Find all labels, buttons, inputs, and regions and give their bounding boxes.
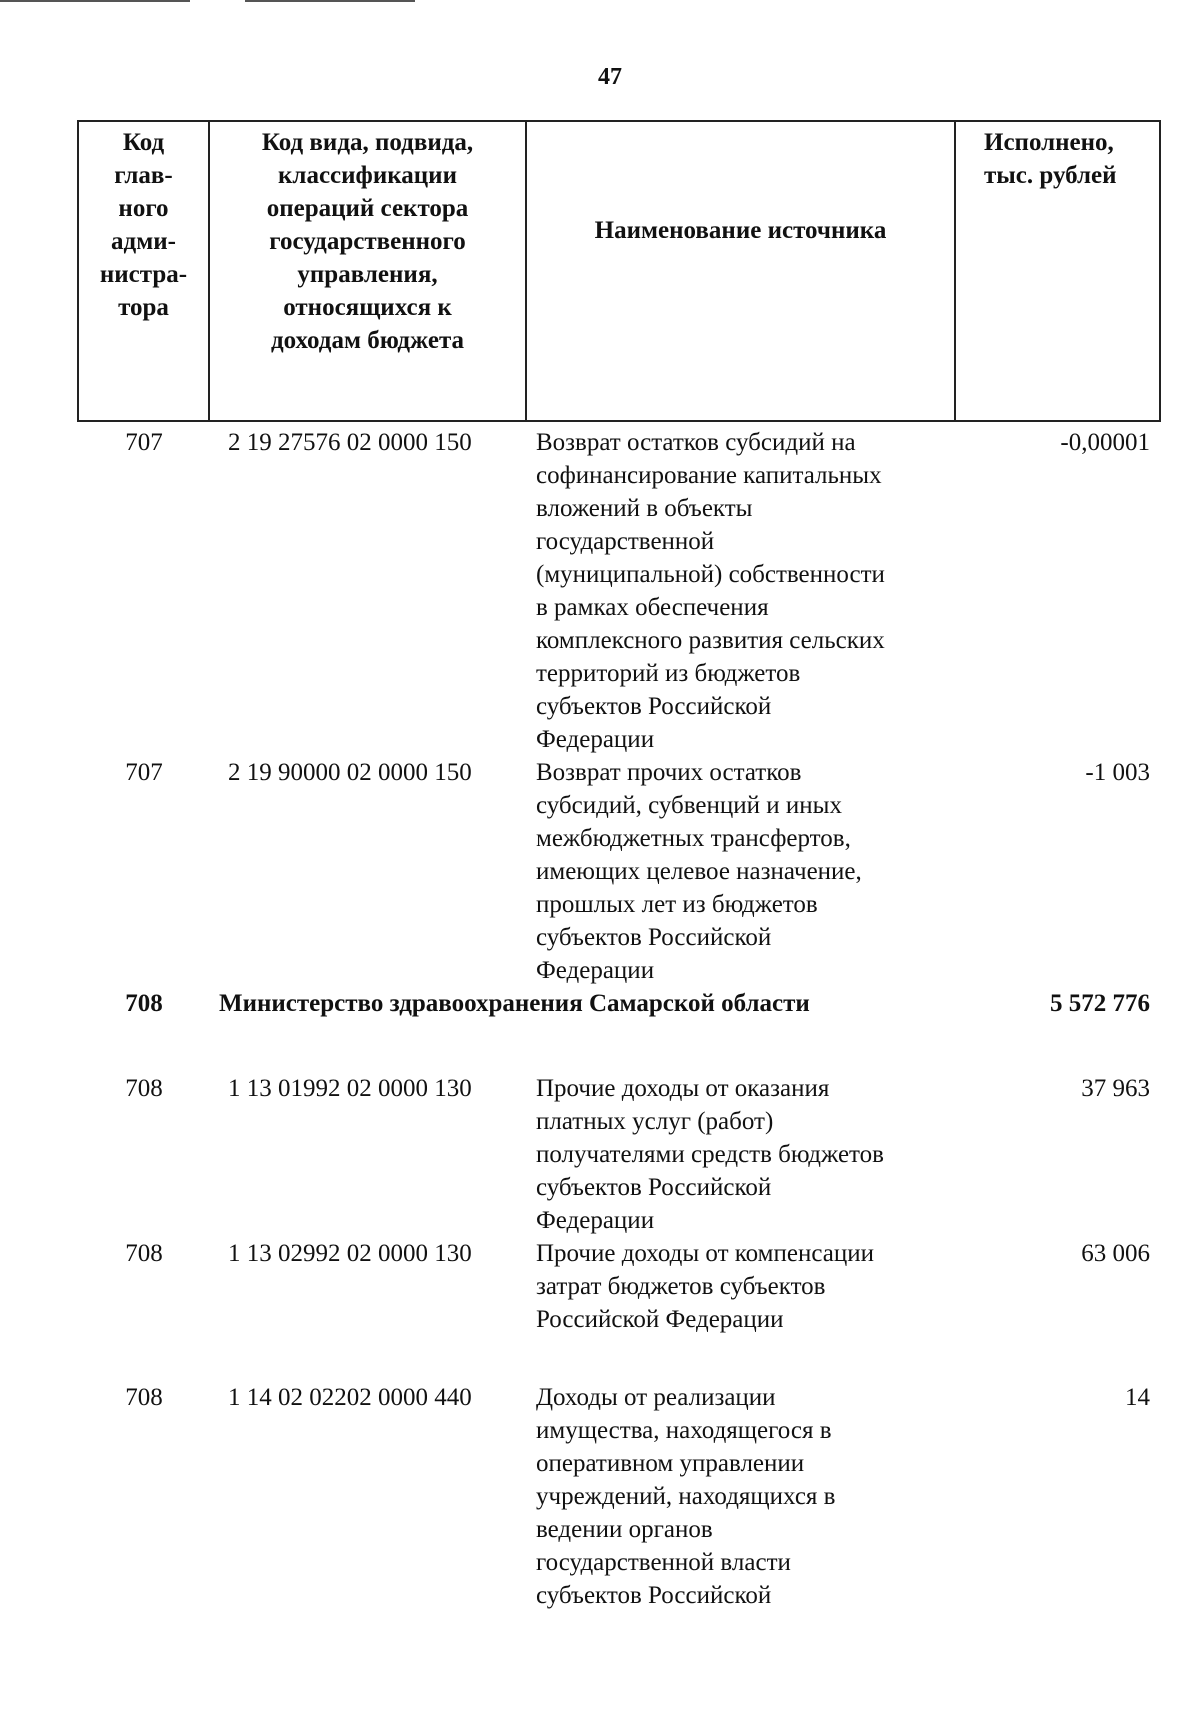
executed-value-cell: 14 [1125,1384,1150,1411]
classification-code-cell: 2 19 27576 02 0000 150 [228,429,472,456]
header-executed [955,121,1160,421]
header-line: тора [118,294,169,321]
source-name-line: Федерации [536,726,655,753]
source-name-line: имеющих целевое назначение, [536,858,862,885]
source-name-line: получателями средств бюджетов [536,1141,884,1168]
admin-code-cell: 708 [125,1075,163,1102]
executed-value-cell: 63 006 [1081,1240,1150,1267]
source-name-line: вложений в объекты [536,495,753,522]
header-line: относящихся к [283,294,452,321]
scan-top-edge-segment [245,0,415,2]
classification-code-cell: 2 19 90000 02 0000 150 [228,759,472,786]
source-name-line: межбюджетных трансфертов, [536,825,851,852]
source-name-line: субсидий, субвенций и иных [536,792,842,819]
header-line: классификации [278,162,457,189]
source-name-line: государственной [536,528,715,555]
source-name-line: государственной власти [536,1549,791,1576]
page-number: 47 [598,64,622,90]
header-line: нистра- [99,261,188,288]
source-name-line: имущества, находящегося в [536,1417,832,1444]
source-name-cell [536,426,956,756]
source-name-line: субъектов Российской [536,924,772,951]
admin-code-cell: 707 [125,429,163,456]
ministry-total-value: 5 572 776 [1050,990,1150,1017]
source-name-line: оперативном управлении [536,1450,805,1477]
source-name-cell [536,1237,956,1336]
source-name-line: затрат бюджетов субъектов [536,1273,826,1300]
classification-code-cell: 1 14 02 02202 0000 440 [228,1384,472,1411]
source-name-line: ведении органов [536,1516,713,1543]
source-name-line: субъектов Российской [536,1174,772,1201]
source-name-line: Российской Федерации [536,1306,784,1333]
executed-value-cell: -1 003 [1085,759,1150,786]
source-name-line: (муниципальной) собственности [536,561,885,588]
source-name-line: Доходы от реализации [536,1384,776,1411]
source-name-line: Возврат остатков субсидий на [536,429,856,456]
header-line: доходам бюджета [270,327,465,354]
header-line: управления, [297,261,438,288]
source-name-line: Возврат прочих остатков [536,759,802,786]
header-type-code [209,121,526,421]
header-line: адми- [111,228,176,255]
source-name-cell [536,756,956,987]
source-name-line: Федерации [536,957,655,984]
source-name-cell [536,1381,956,1612]
source-name-cell [536,1072,956,1237]
header-line: глав- [114,162,173,189]
admin-code-cell: 708 [125,1384,163,1411]
header-row [78,121,1160,421]
scan-top-edge-segment [0,0,190,2]
source-name-line: Прочие доходы от компенсации [536,1240,874,1267]
header-line: тыс. рублей [984,162,1117,189]
source-name-line: софинансирование капитальных [536,462,882,489]
ministry-name: Министерство здравоохранения Самарской области [219,990,810,1017]
source-name-line: прошлых лет из бюджетов [536,891,818,918]
header-line: ного [118,195,169,222]
source-name-line: Прочие доходы от оказания [536,1075,830,1102]
executed-value-cell: -0,00001 [1060,429,1150,456]
executed-value-cell: 37 963 [1081,1075,1150,1102]
source-name-line: комплексного развития сельских [536,627,885,654]
source-name-line: учреждений, находящихся в [536,1483,836,1510]
header-source-name: Наименование источника [526,121,955,421]
header-line: Код [122,129,165,156]
classification-code-cell: 1 13 01992 02 0000 130 [228,1075,472,1102]
header-admin-code [78,121,209,421]
source-name-line: субъектов Российской [536,1582,772,1609]
header-line: государственного [269,228,466,255]
source-name-line: платных услуг (работ) [536,1108,774,1135]
admin-code-cell: 708 [125,990,163,1017]
header-line: Исполнено, [984,129,1114,156]
header-line: Код вида, подвида, [261,129,474,156]
source-name-line: Федерации [536,1207,655,1234]
admin-code-cell: 708 [125,1240,163,1267]
scan-top-edge [0,0,1200,3]
source-name-line: территорий из бюджетов [536,660,801,687]
classification-code-cell: 1 13 02992 02 0000 130 [228,1240,472,1267]
source-name-line: в рамках обеспечения [536,594,769,621]
header-line: операций сектора [266,195,469,222]
table-header [77,120,1161,422]
source-name-line: субъектов Российской [536,693,772,720]
admin-code-cell: 707 [125,759,163,786]
